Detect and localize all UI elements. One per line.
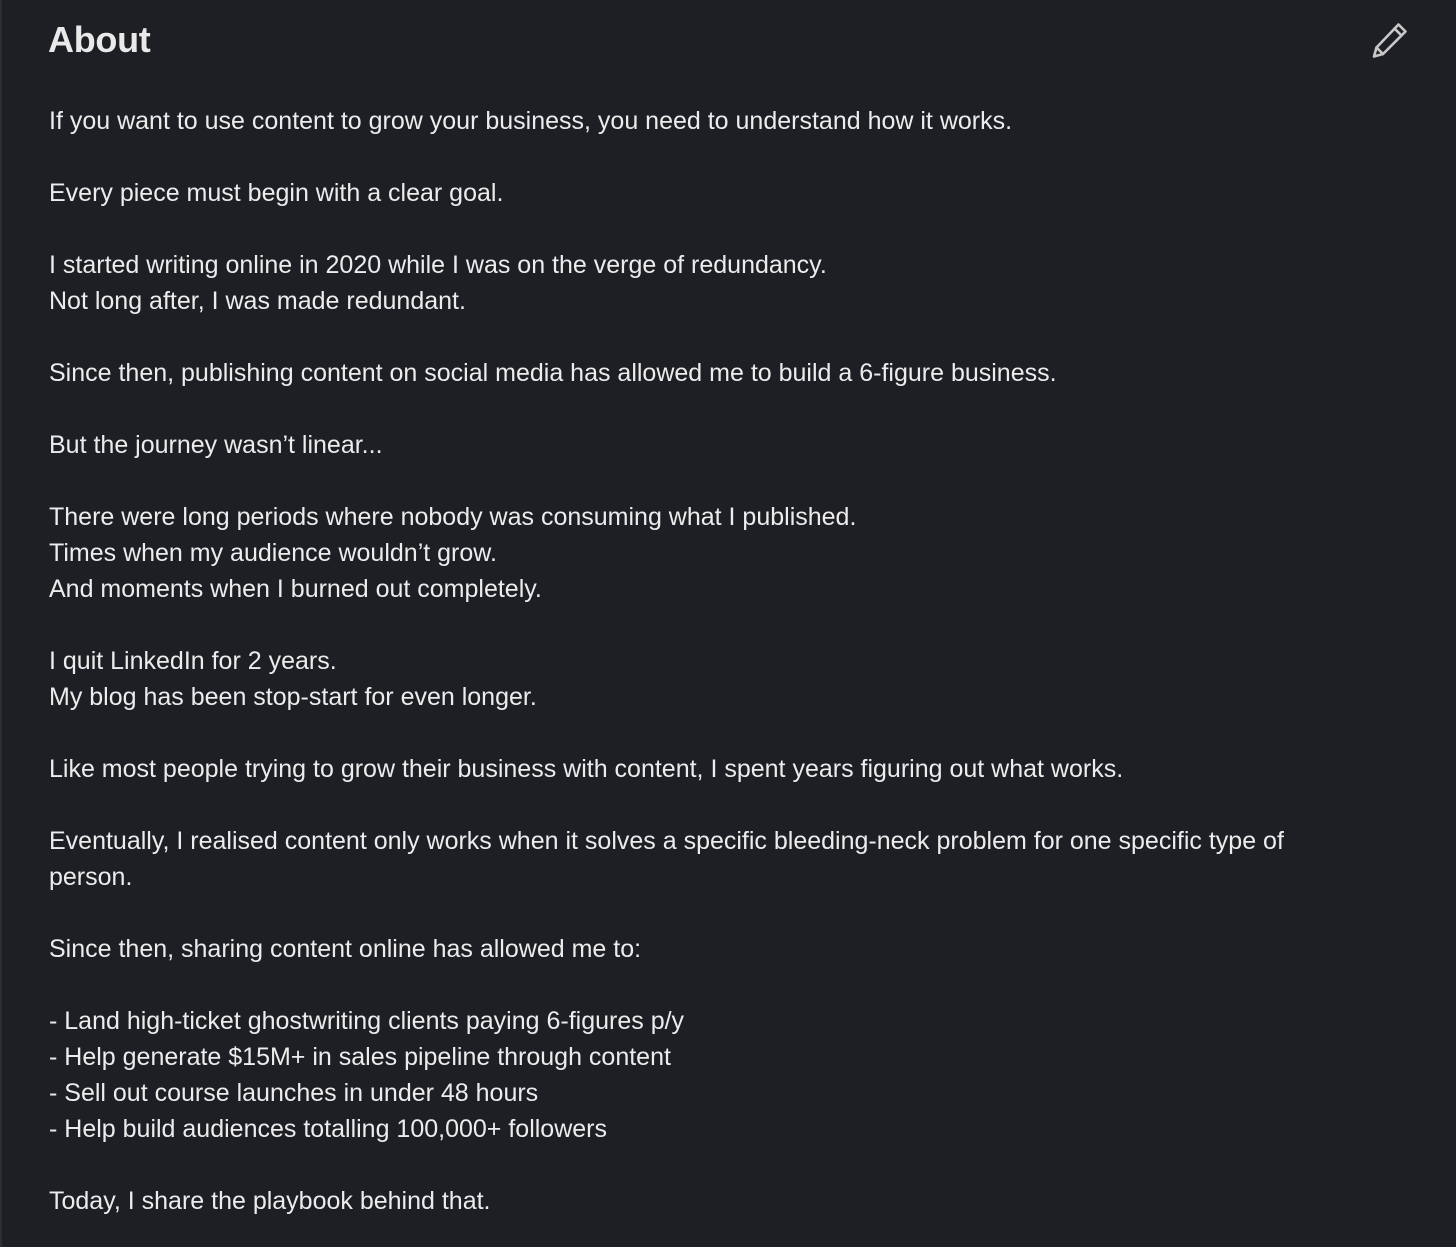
about-text <box>49 103 1409 1219</box>
about-blank-line <box>49 463 1409 499</box>
about-blank-line <box>49 607 1409 643</box>
about-line: There were long periods where nobody was consuming what I published. <box>49 503 857 531</box>
about-blank-line <box>49 715 1409 751</box>
bullet-item: - Land high-ticket ghostwriting clients paying 6-figures p/y <box>49 1007 685 1035</box>
about-line: Like most people trying to grow their business with content, I spent years figuring out what works. <box>49 755 1124 783</box>
about-line: But the journey wasn’t linear... <box>49 431 383 459</box>
about-blank-line <box>49 139 1409 175</box>
about-line: Every piece must begin with a clear goal. <box>49 179 504 207</box>
about-line: My blog has been stop-start for even longer. <box>49 683 537 711</box>
about-blank-line <box>49 787 1409 823</box>
about-blank-line <box>49 895 1409 931</box>
about-line: I started writing online in 2020 while I was on the verge of redundancy. <box>49 251 827 279</box>
pencil-icon <box>1370 20 1410 60</box>
about-line: If you want to use content to grow your business, you need to understand how it works. <box>49 107 1013 135</box>
about-blank-line <box>49 319 1409 355</box>
about-blank-line <box>49 1147 1409 1183</box>
edit-about-button[interactable] <box>1364 14 1416 66</box>
about-line: Eventually, I realised content only works when it solves a specific bleeding-neck problem for one specific type of person. <box>49 827 1284 891</box>
about-line: Not long after, I was made redundant. <box>49 287 466 315</box>
section-title: About <box>48 19 151 60</box>
about-line: And moments when I burned out completely. <box>49 575 542 603</box>
about-blank-line <box>49 391 1409 427</box>
about-blank-line <box>49 211 1409 247</box>
bullet-item: - Sell out course launches in under 48 hours <box>49 1079 539 1107</box>
bullet-item: - Help generate $15M+ in sales pipeline through content <box>49 1043 671 1071</box>
about-line: I quit LinkedIn for 2 years. <box>49 647 337 675</box>
about-line: Today, I share the playbook behind that. <box>49 1187 491 1215</box>
about-blank-line <box>49 967 1409 1003</box>
about-line: Since then, publishing content on social media has allowed me to build a 6-figure business. <box>49 359 1057 387</box>
about-line: Since then, sharing content online has allowed me to: <box>49 935 642 963</box>
about-line: Times when my audience wouldn’t grow. <box>49 539 497 567</box>
bullet-item: - Help build audiences totalling 100,000+ followers <box>49 1115 607 1143</box>
